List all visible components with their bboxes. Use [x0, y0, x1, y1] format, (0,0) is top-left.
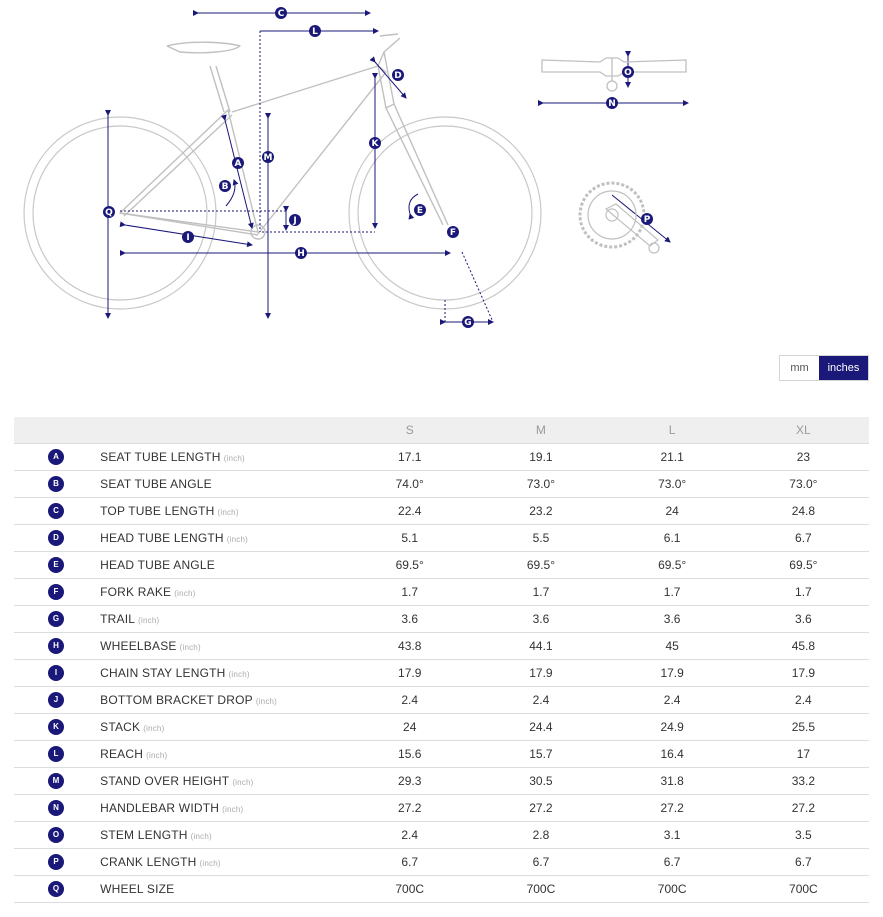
- size-value: 25.5: [791, 719, 816, 734]
- table-row: [14, 794, 869, 821]
- unit-label: (inch): [217, 507, 239, 517]
- measurement-name: [100, 794, 344, 821]
- dimension-label-l: [309, 25, 321, 37]
- unit-label: (inch): [146, 750, 168, 760]
- dimension-label-k: [369, 137, 381, 149]
- table-row: [14, 578, 869, 605]
- size-value: 17.9: [398, 665, 422, 680]
- measurement-name: [100, 686, 344, 713]
- size-value: 700C: [526, 881, 556, 896]
- size-value: 27.2: [660, 800, 684, 815]
- letter-badge: M: [48, 773, 64, 789]
- dimension-label-g: [462, 316, 474, 328]
- size-value: 17.9: [791, 665, 816, 680]
- dimension-label-p: [641, 213, 653, 225]
- unit-label: (inch): [255, 696, 278, 706]
- mm-button[interactable]: mm: [780, 356, 819, 380]
- measurement-name: [100, 497, 344, 524]
- bike-frame: [120, 34, 448, 239]
- measurement-name: [100, 605, 344, 632]
- size-value: 45: [665, 638, 679, 653]
- dimension-label-f: [447, 226, 459, 238]
- letter-badge: P: [48, 854, 64, 870]
- size-value: 44.1: [529, 638, 553, 653]
- letter-cell: [14, 524, 100, 551]
- size-value: 3.6: [795, 611, 812, 626]
- letter-cell: [14, 848, 100, 875]
- measurement-label: SEAT TUBE ANGLE: [100, 476, 212, 491]
- dimension-label-n: [606, 97, 618, 109]
- bike-geometry-diagram: [0, 0, 883, 340]
- size-header-row: [14, 417, 869, 443]
- size-value: 27.2: [398, 800, 422, 815]
- size-value: 3.6: [532, 611, 550, 626]
- unit-label: (inch): [222, 804, 244, 814]
- size-value: 24.4: [529, 719, 553, 734]
- table-row: [14, 470, 869, 497]
- size-value: 5.1: [401, 530, 419, 545]
- dimension-label-d: [392, 69, 404, 81]
- dimension-label-h: [295, 247, 307, 259]
- unit-label: (inch): [226, 534, 248, 544]
- svg-text:P: P: [643, 215, 651, 226]
- measurement-name: [100, 713, 344, 740]
- table-row: [14, 875, 869, 902]
- size-value: 27.2: [791, 800, 816, 815]
- letter-badge: B: [48, 476, 64, 492]
- measurement-label: STEM LENGTH: [100, 827, 188, 842]
- size-value: 15.7: [529, 746, 553, 761]
- letter-badge: F: [48, 584, 64, 600]
- size-value: 700C: [657, 881, 687, 896]
- size-value: 33.2: [791, 773, 816, 788]
- dimension-label-i: [182, 231, 194, 243]
- measurement-label: HEAD TUBE ANGLE: [100, 557, 215, 572]
- size-value: 2.4: [401, 692, 419, 707]
- svg-text:G: G: [464, 318, 472, 329]
- size-value: 69.5°: [395, 557, 424, 572]
- table-row: [14, 659, 869, 686]
- size-header-s: S: [405, 422, 414, 437]
- svg-text:B: B: [221, 182, 229, 193]
- size-value: 2.4: [663, 692, 681, 707]
- table-row: [14, 443, 869, 470]
- size-value: 22.4: [398, 503, 422, 518]
- letter-cell: [14, 578, 100, 605]
- letter-badge: O: [48, 827, 64, 843]
- letter-cell: [14, 740, 100, 767]
- size-value: 69.5°: [658, 557, 687, 572]
- size-value: 29.3: [398, 773, 422, 788]
- table-row: [14, 605, 869, 632]
- svg-text:C: C: [277, 9, 285, 20]
- letter-cell: [14, 659, 100, 686]
- size-value: 17: [796, 746, 811, 761]
- measurement-label: STACK: [100, 719, 141, 734]
- measurement-label: SEAT TUBE LENGTH: [100, 449, 221, 464]
- measurement-label: REACH: [100, 746, 144, 761]
- header-spacer-name: [100, 417, 344, 443]
- units-toggle[interactable]: [779, 355, 869, 381]
- measurement-name: [100, 821, 344, 848]
- letter-cell: [14, 470, 100, 497]
- svg-text:E: E: [416, 206, 424, 217]
- measurement-name: [100, 740, 344, 767]
- letter-cell: [14, 821, 100, 848]
- size-value: 15.6: [398, 746, 422, 761]
- letter-badge: K: [48, 719, 64, 735]
- table-row: [14, 848, 869, 875]
- letter-cell: [14, 794, 100, 821]
- size-value: 30.5: [529, 773, 553, 788]
- size-value: 2.8: [532, 827, 550, 842]
- size-value: 6.7: [795, 854, 812, 869]
- diagram-labels: [103, 7, 653, 328]
- size-value: 1.7: [663, 584, 681, 599]
- letter-badge: Q: [48, 881, 64, 897]
- svg-text:F: F: [449, 228, 457, 239]
- size-value: 31.8: [660, 773, 684, 788]
- measurement-label: HEAD TUBE LENGTH: [100, 530, 224, 545]
- size-value: 69.5°: [789, 557, 818, 572]
- size-value: 74.0°: [395, 476, 424, 491]
- letter-badge: I: [48, 665, 64, 681]
- size-value: 73.0°: [526, 476, 555, 491]
- unit-label: (inch): [143, 723, 165, 733]
- letter-cell: [14, 497, 100, 524]
- dimension-label-j: [289, 214, 301, 226]
- measurement-label: WHEEL SIZE: [100, 881, 175, 896]
- unit-label: (inch): [228, 669, 250, 679]
- measurement-name: [100, 443, 344, 470]
- size-value: 21.1: [660, 449, 684, 464]
- measurement-label: CRANK LENGTH: [100, 854, 197, 869]
- unit-label: (inch): [179, 642, 201, 652]
- letter-cell: [14, 686, 100, 713]
- size-value: 1.7: [401, 584, 419, 599]
- measurement-label: FORK RAKE: [100, 584, 172, 599]
- letter-badge: H: [48, 638, 64, 654]
- size-value: 6.7: [401, 854, 419, 869]
- measurement-name: [100, 767, 344, 794]
- size-value: 16.4: [660, 746, 684, 761]
- geometry-table: [14, 417, 869, 903]
- unit-label: (inch): [190, 831, 212, 841]
- measurement-label: HANDLEBAR WIDTH: [100, 800, 220, 815]
- dimension-label-q: [103, 206, 115, 218]
- unit-label: (inch): [223, 453, 245, 463]
- svg-text:M: M: [263, 153, 273, 164]
- svg-text:K: K: [371, 139, 379, 150]
- size-value: 73.0°: [658, 476, 687, 491]
- handlebar-drawing: [542, 58, 686, 91]
- size-value: 6.7: [795, 530, 812, 545]
- table-row: [14, 524, 869, 551]
- letter-badge: J: [48, 692, 64, 708]
- size-value: 2.4: [401, 827, 419, 842]
- size-header-l: L: [668, 422, 676, 437]
- table-row: [14, 632, 869, 659]
- size-value: 23.2: [529, 503, 553, 518]
- letter-cell: [14, 632, 100, 659]
- size-value: 3.5: [795, 827, 812, 842]
- size-value: 24.9: [660, 719, 684, 734]
- letter-cell: [14, 443, 100, 470]
- measurement-name: [100, 632, 344, 659]
- letter-badge: E: [48, 557, 64, 573]
- dimension-label-b: [219, 180, 231, 192]
- size-value: 43.8: [398, 638, 422, 653]
- letter-badge: C: [48, 503, 64, 519]
- size-value: 23: [796, 449, 811, 464]
- table-row: [14, 740, 869, 767]
- measurement-label: BOTTOM BRACKET DROP: [100, 692, 253, 707]
- table-row: [14, 713, 869, 740]
- table-row: [14, 686, 869, 713]
- size-value: 5.5: [532, 530, 550, 545]
- size-value: 27.2: [529, 800, 553, 815]
- svg-text:L: L: [312, 27, 318, 38]
- letter-cell: [14, 551, 100, 578]
- measurement-label: TRAIL: [100, 611, 136, 626]
- table-row: [14, 821, 869, 848]
- dimension-label-m: [262, 151, 274, 163]
- size-value: 24.8: [791, 503, 816, 518]
- header-spacer: [14, 417, 100, 443]
- measurement-label: WHEELBASE: [100, 638, 177, 653]
- svg-text:A: A: [234, 159, 242, 170]
- size-value: 24: [665, 503, 679, 518]
- dimension-lines: [108, 13, 688, 322]
- measurement-name: [100, 848, 344, 875]
- letter-cell: [14, 605, 100, 632]
- measurement-label: TOP TUBE LENGTH: [100, 503, 215, 518]
- measurement-name: [100, 470, 344, 497]
- table-row: [14, 497, 869, 524]
- size-header-xl: XL: [796, 422, 811, 437]
- size-value: 6.7: [663, 854, 681, 869]
- measurement-name: [100, 551, 344, 578]
- size-value: 700C: [789, 881, 818, 896]
- dimension-label-e: [414, 204, 426, 216]
- size-value: 17.1: [398, 449, 422, 464]
- unit-label: (inch): [232, 777, 254, 787]
- measurement-name: [100, 524, 344, 551]
- letter-badge: N: [48, 800, 64, 816]
- size-header-m: M: [535, 422, 546, 437]
- dimension-label-o: [622, 66, 634, 78]
- inches-button[interactable]: inches: [819, 356, 868, 380]
- unit-label: (inch): [174, 588, 196, 598]
- size-value: 6.1: [663, 530, 681, 545]
- measurement-label: CHAIN STAY LENGTH: [100, 665, 226, 680]
- letter-cell: [14, 767, 100, 794]
- svg-text:J: J: [293, 216, 297, 227]
- table-row: [14, 767, 869, 794]
- svg-text:I: I: [186, 233, 190, 244]
- letter-cell: [14, 875, 100, 902]
- size-value: 69.5°: [526, 557, 555, 572]
- letter-badge: A: [48, 449, 64, 465]
- svg-text:Q: Q: [105, 208, 113, 219]
- svg-text:N: N: [608, 99, 616, 110]
- letter-badge: G: [48, 611, 64, 627]
- letter-cell: [14, 713, 100, 740]
- size-value: 3.6: [663, 611, 681, 626]
- letter-badge: D: [48, 530, 64, 546]
- size-value: 3.1: [663, 827, 681, 842]
- svg-text:O: O: [624, 68, 632, 79]
- size-value: 17.9: [660, 665, 684, 680]
- measurement-name: [100, 659, 344, 686]
- size-value: 19.1: [529, 449, 553, 464]
- size-value: 3.6: [401, 611, 419, 626]
- measurement-name: [100, 875, 344, 902]
- size-value: 700C: [395, 881, 425, 896]
- size-value: 17.9: [529, 665, 553, 680]
- dimension-label-c: [275, 7, 287, 19]
- measurement-label: STAND OVER HEIGHT: [100, 773, 230, 788]
- size-value: 2.4: [795, 692, 812, 707]
- svg-text:H: H: [297, 249, 305, 260]
- unit-label: (inch): [199, 858, 221, 868]
- unit-label: (inch): [138, 615, 160, 625]
- size-value: 1.7: [532, 584, 550, 599]
- size-value: 6.7: [532, 854, 550, 869]
- size-value: 73.0°: [789, 476, 818, 491]
- table-row: [14, 551, 869, 578]
- size-value: 2.4: [532, 692, 550, 707]
- size-value: 1.7: [795, 584, 812, 599]
- size-value: 45.8: [791, 638, 816, 653]
- size-value: 24: [403, 719, 417, 734]
- svg-text:D: D: [394, 71, 402, 82]
- letter-badge: L: [48, 746, 64, 762]
- measurement-name: [100, 578, 344, 605]
